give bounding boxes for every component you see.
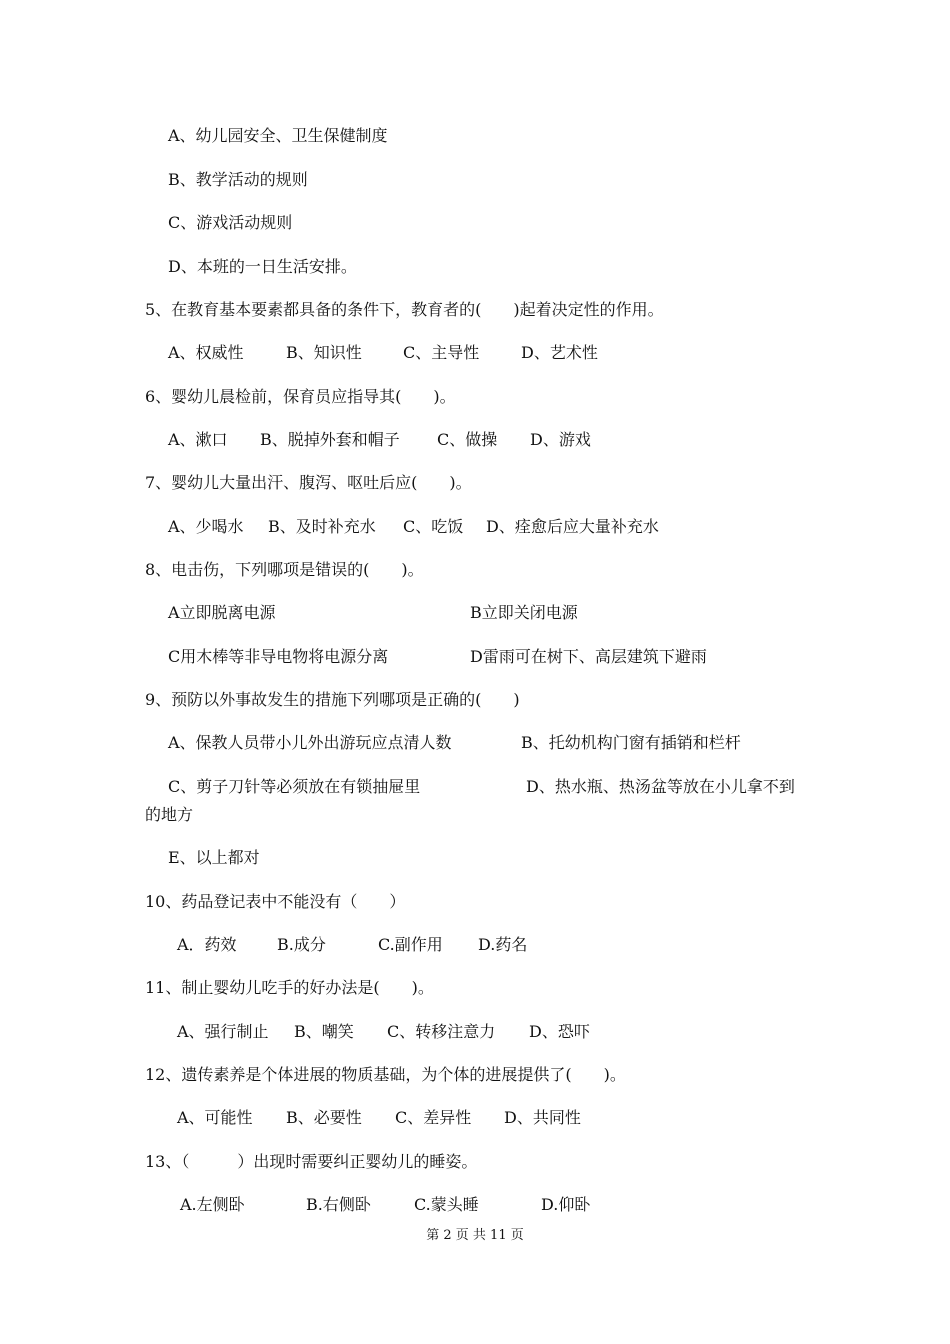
q11-option-a: A、强行制止 (177, 1022, 269, 1041)
q5-option-b: B、知识性 (286, 343, 362, 362)
q4-option-b: B、教学活动的规则 (168, 170, 308, 189)
q12-option-b: B、必要性 (286, 1108, 362, 1127)
q8-stem: 8、电击伤，下列哪项是错误的( )。 (145, 560, 424, 579)
q9-option-b: B、托幼机构门窗有插销和栏杆 (521, 733, 741, 752)
q10-option-d: D.药名 (478, 935, 528, 954)
q9-stem: 9、预防以外事故发生的措施下列哪项是正确的( ) (145, 690, 520, 709)
q13-option-a: A.左侧卧 (180, 1195, 245, 1214)
q7-option-a: A、少喝水 (168, 517, 244, 536)
q6-option-b: B、脱掉外套和帽子 (260, 430, 400, 449)
q8-option-b: B立即关闭电源 (470, 603, 578, 622)
q11-option-c: C、转移注意力 (387, 1022, 496, 1041)
q10-stem: 10、药品登记表中不能没有（ ） (145, 892, 406, 911)
q5-option-a: A、权威性 (168, 343, 244, 362)
q6-option-d: D、游戏 (530, 430, 591, 449)
q6-option-a: A、漱口 (168, 430, 228, 449)
q7-option-d: D、痊愈后应大量补充水 (486, 517, 659, 536)
q13-option-c: C.蒙头睡 (414, 1195, 479, 1214)
q8-option-c: C用木棒等非导电物将电源分离 (168, 647, 389, 666)
q13-option-b: B.右侧卧 (306, 1195, 371, 1214)
q11-option-d: D、恐吓 (529, 1022, 590, 1041)
q4-option-d: D、本班的一日生活安排。 (168, 257, 357, 276)
q4-option-a: A、幼儿园安全、卫生保健制度 (168, 126, 388, 145)
q11-stem: 11、制止婴幼儿吃手的好办法是( )。 (145, 978, 434, 997)
q9-option-e: E、以上都对 (168, 848, 260, 867)
q6-option-c: C、做操 (437, 430, 498, 449)
q12-stem: 12、遗传素养是个体进展的物质基础，为个体的进展提供了( )。 (145, 1065, 626, 1084)
q7-option-c: C、吃饭 (403, 517, 464, 536)
q4-option-c: C、游戏活动规则 (168, 213, 293, 232)
q5-option-c: C、主导性 (403, 343, 480, 362)
q11-option-b: B、嘲笑 (294, 1022, 354, 1041)
q7-stem: 7、婴幼儿大量出汗、腹泻、呕吐后应( )。 (145, 473, 472, 492)
q9-option-d-continued: 的地方 (145, 805, 194, 824)
q10-option-a: A．药效 (177, 935, 237, 954)
q10-option-b: B.成分 (277, 935, 326, 954)
q5-option-d: D、艺术性 (521, 343, 598, 362)
q10-option-c: C.副作用 (378, 935, 443, 954)
q12-option-a: A、可能性 (177, 1108, 253, 1127)
q13-stem: 13、（ ）出现时需要纠正婴幼儿的睡姿。 (145, 1152, 478, 1171)
q9-option-a: A、保教人员带小儿外出游玩应点清人数 (168, 733, 452, 752)
q12-option-d: D、共同性 (504, 1108, 581, 1127)
q9-option-d: D、热水瓶、热汤盆等放在小儿拿不到 (526, 777, 795, 796)
page-footer: 第 2 页 共 11 页 (426, 1228, 524, 1243)
q5-stem: 5、在教育基本要素都具备的条件下，教育者的( )起着决定性的作用。 (145, 300, 664, 319)
q8-option-a: A立即脱离电源 (168, 603, 276, 622)
q12-option-c: C、差异性 (395, 1108, 472, 1127)
q6-stem: 6、婴幼儿晨检前，保育员应指导其( )。 (145, 387, 456, 406)
q13-option-d: D.仰卧 (541, 1195, 591, 1214)
q9-option-c: C、剪子刀针等必须放在有锁抽屉里 (168, 777, 421, 796)
q7-option-b: B、及时补充水 (268, 517, 376, 536)
q8-option-d: D雷雨可在树下、高层建筑下避雨 (470, 647, 707, 666)
